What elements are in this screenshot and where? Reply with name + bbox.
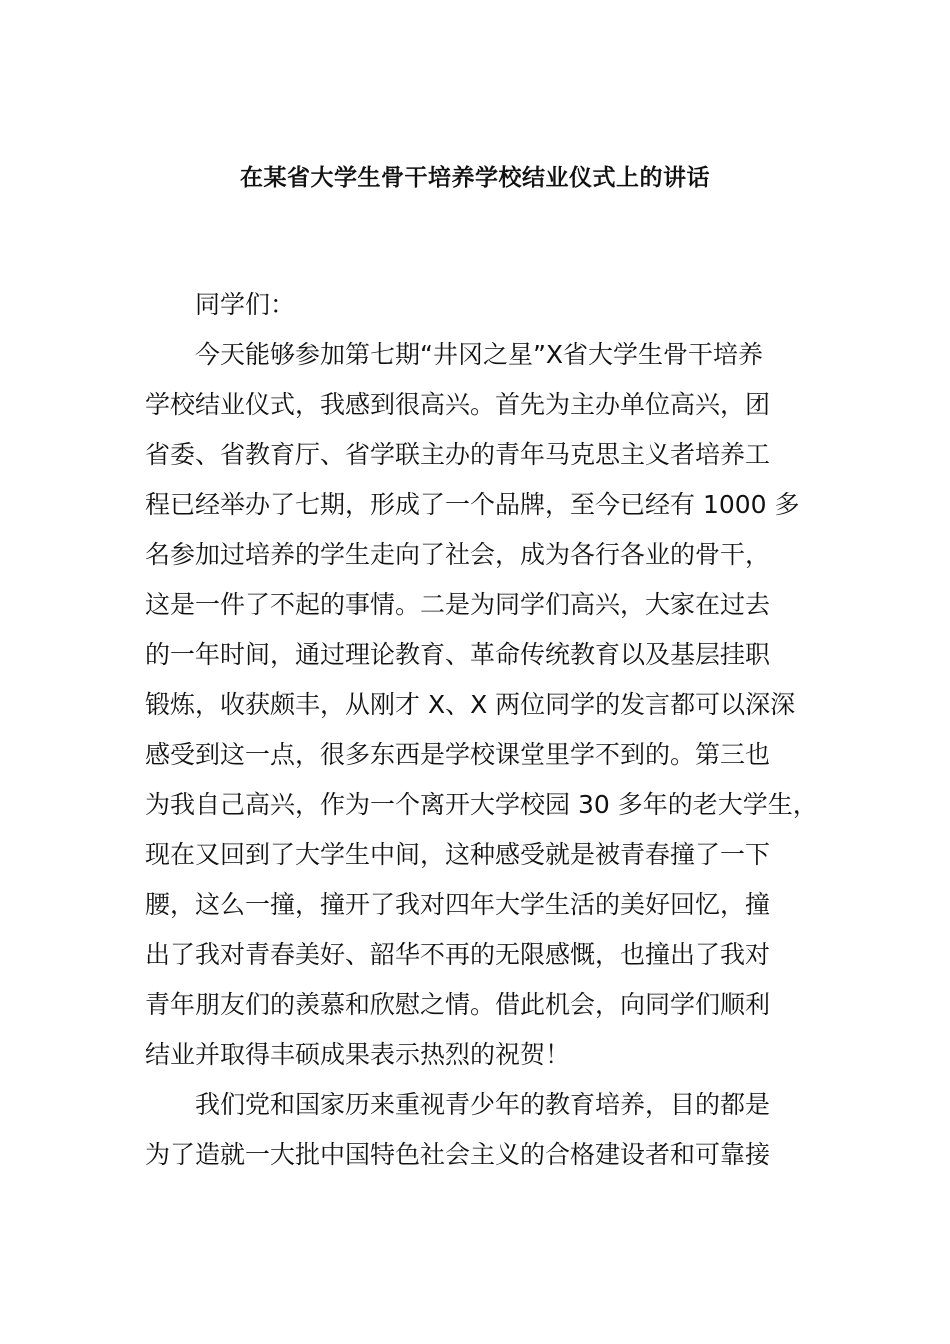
paragraph-1-line-15: 结业并取得丰硕成果表示热烈的祝贺！ (145, 1040, 571, 1069)
paragraph-1-line-5: 名参加过培养的学生走向了社会，成为各行各业的骨干， (145, 540, 771, 569)
paragraph-1-line-8: 锻炼，收获颇丰，从刚才 X、X 两位同学的发言都可以深深 (145, 690, 796, 719)
paragraph-1-line-14: 青年朋友们的羡慕和欣慰之情。借此机会，向同学们顺利 (145, 990, 771, 1019)
paragraph-1-line-4: 程已经举办了七期，形成了一个品牌，至今已经有 1000 多 (145, 490, 800, 519)
paragraph-2-line-2: 为了造就一大批中国特色社会主义的合格建设者和可靠接 (145, 1140, 771, 1169)
salutation-line: 同学们： (195, 290, 296, 319)
paragraph-1-line-3: 省委、省教育厅、省学联主办的青年马克思主义者培养工 (145, 440, 771, 469)
paragraph-1-line-10: 为我自己高兴，作为一个离开大学校园 30 多年的老大学生， (145, 790, 818, 819)
paragraph-2-line-1: 我们党和国家历来重视青少年的教育培养，目的都是 (195, 1090, 771, 1119)
document-title: 在某省大学生骨干培养学校结业仪式上的讲话 (240, 165, 710, 191)
document-body (145, 280, 825, 1180)
paragraph-1-line-6: 这是一件了不起的事情。二是为同学们高兴，大家在过去 (145, 590, 771, 619)
paragraph-1-line-1: 今天能够参加第七期“井冈之星”X省大学生骨干培养 (195, 340, 764, 369)
paragraph-1-line-2: 学校结业仪式，我感到很高兴。首先为主办单位高兴，团 (145, 390, 771, 419)
paragraph-1-line-9: 感受到这一点，很多东西是学校课堂里学不到的。第三也 (145, 740, 771, 769)
paragraph-1-line-7: 的一年时间，通过理论教育、革命传统教育以及基层挂职 (145, 640, 771, 669)
paragraph-1-line-11: 现在又回到了大学生中间，这种感受就是被青春撞了一下 (145, 840, 771, 869)
paragraph-1-line-12: 腰，这么一撞，撞开了我对四年大学生活的美好回忆，撞 (145, 890, 771, 919)
paragraph-1-line-13: 出了我对青春美好、韶华不再的无限感慨，也撞出了我对 (145, 940, 771, 969)
